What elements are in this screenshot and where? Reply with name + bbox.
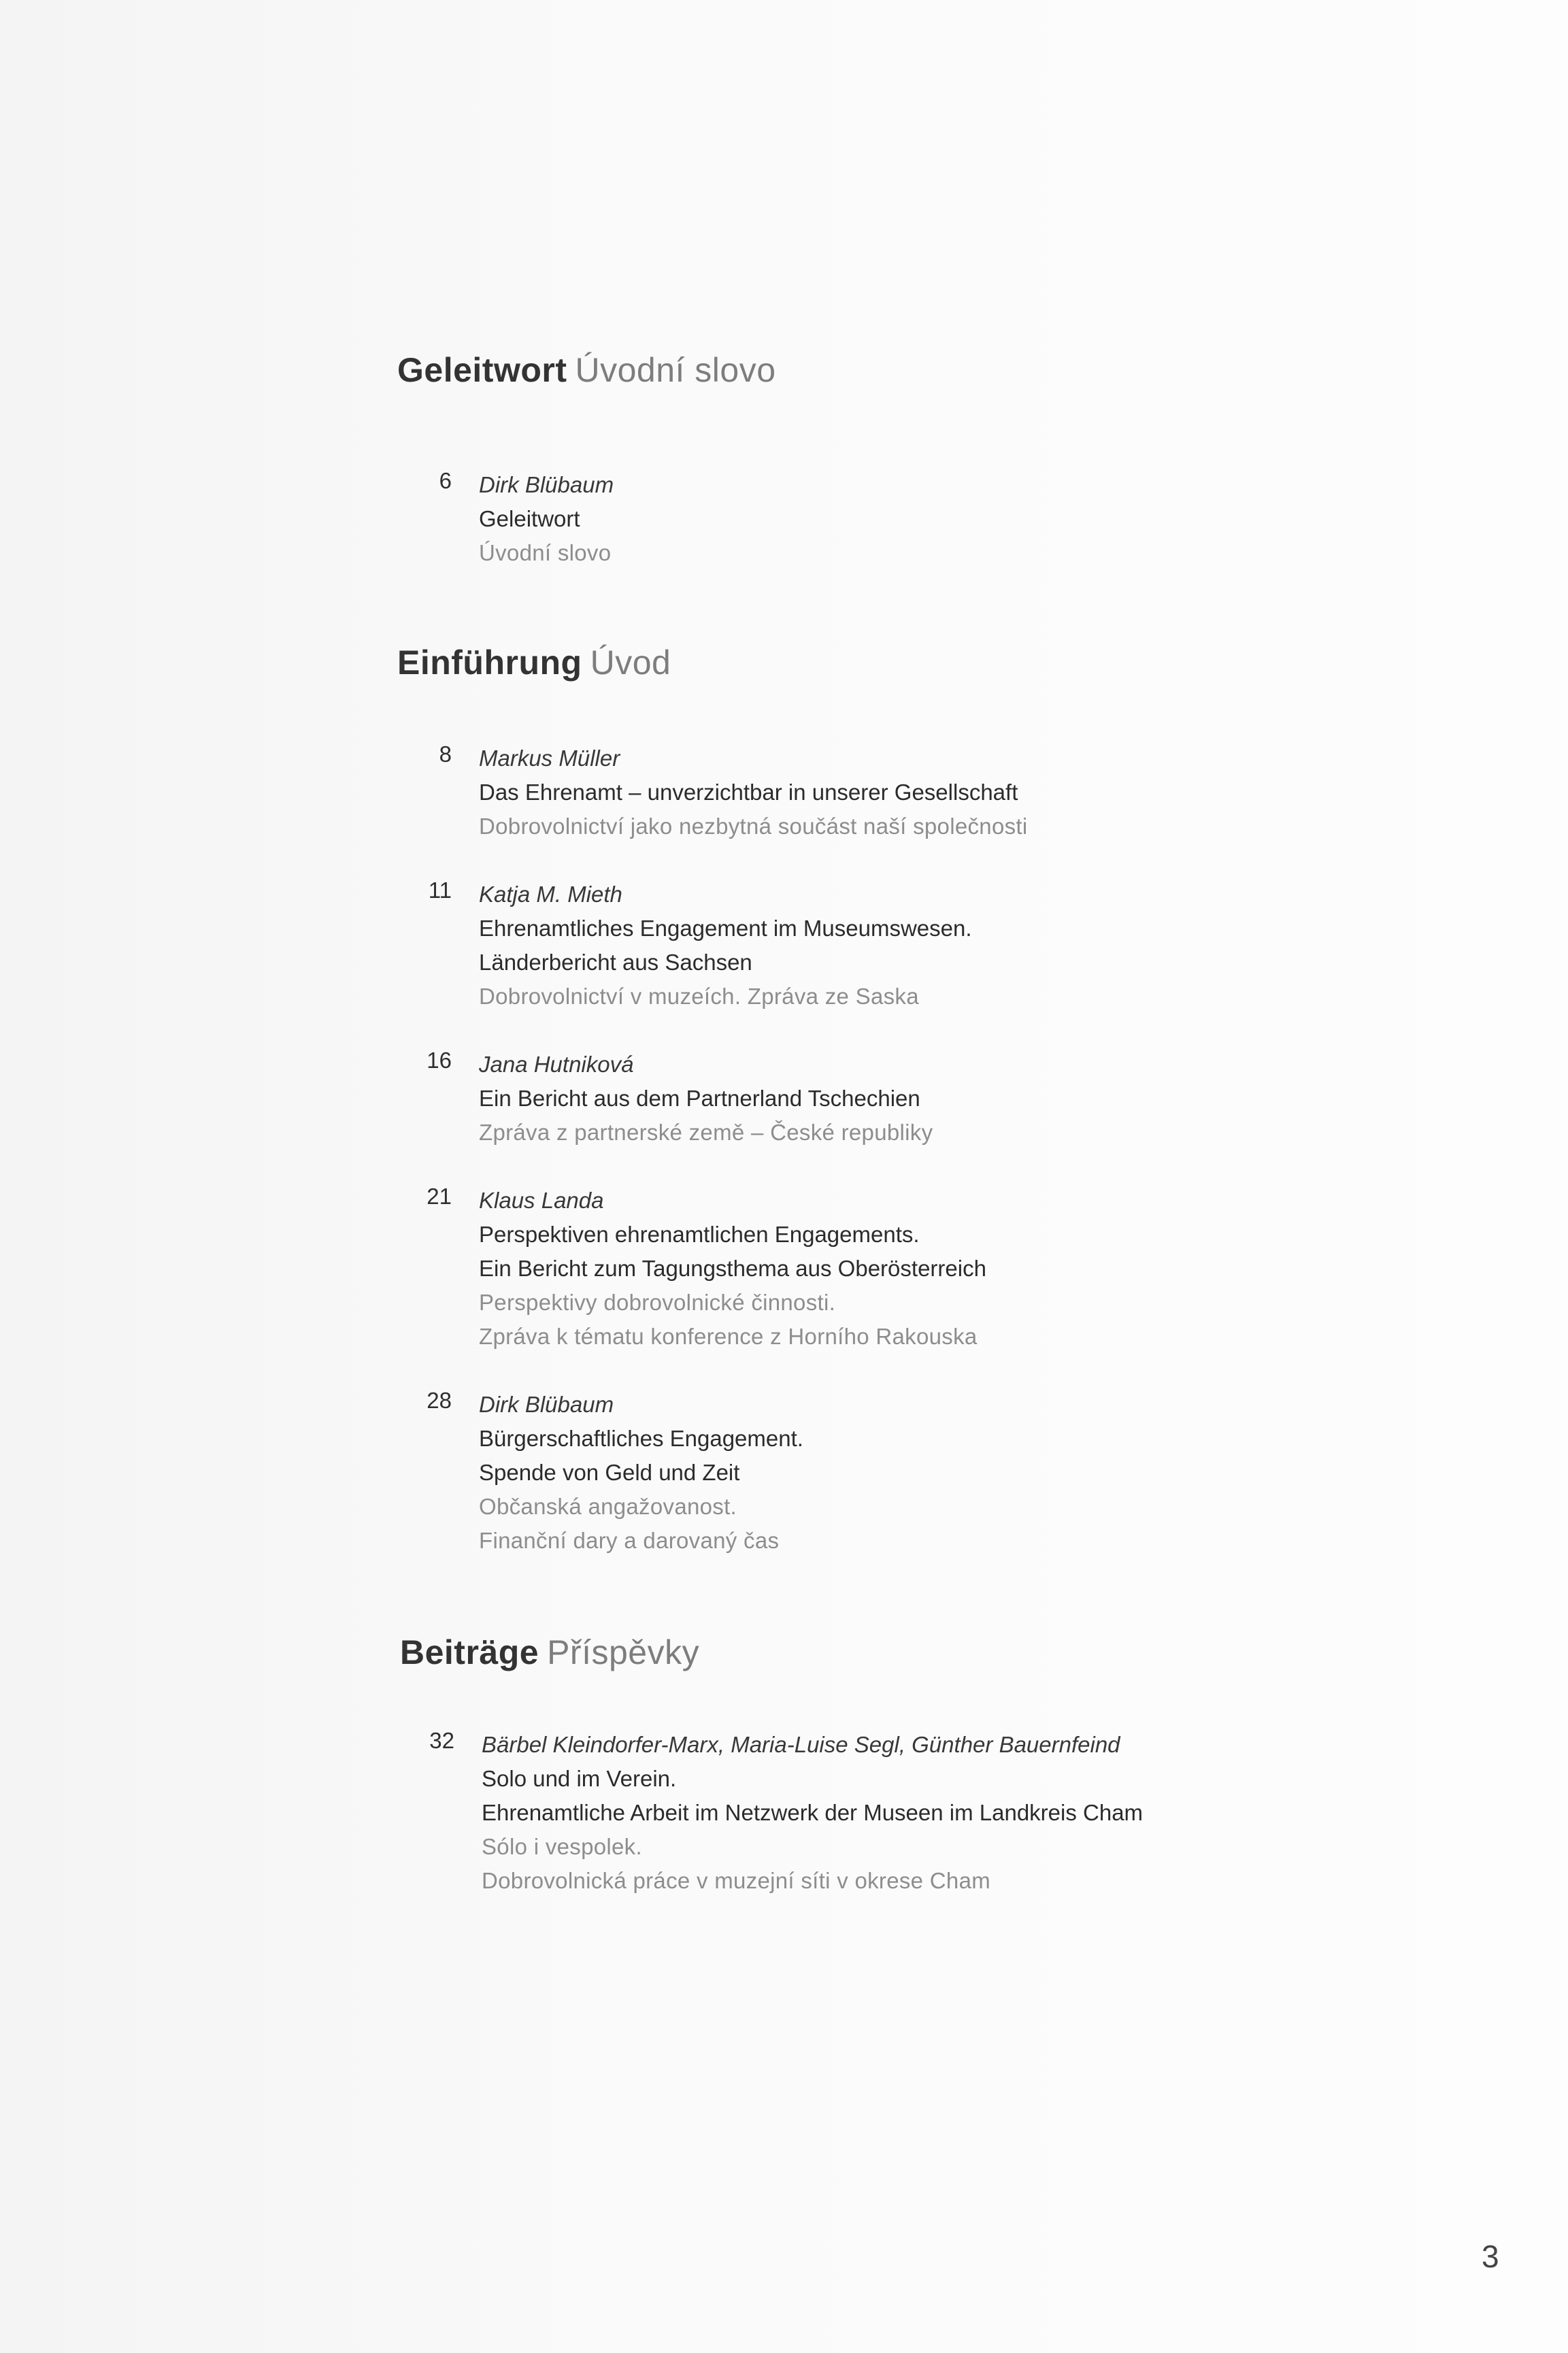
- section-title-cz: Úvodní slovo: [575, 351, 776, 389]
- toc-title-cz: Zpráva k tématu konference z Horního Rakouska: [479, 1324, 978, 1349]
- toc-title-de: Ein Bericht aus dem Partnerland Tschechien: [479, 1086, 920, 1111]
- toc-page-number: 21: [427, 1184, 452, 1209]
- toc-page-number: 32: [429, 1728, 454, 1753]
- section-title-de: Beiträge: [400, 1633, 539, 1671]
- section-title-geleitwort: [397, 350, 776, 390]
- section-title-einfuehrung: [397, 643, 671, 682]
- toc-title-de: Bürgerschaftliches Engagement.: [479, 1426, 803, 1451]
- toc-author: Jana Hutniková: [479, 1052, 634, 1077]
- toc-title-de: Ehrenamtliche Arbeit im Netzwerk der Museen im Landkreis Cham: [482, 1800, 1144, 1825]
- section-title-cz: Úvod: [590, 644, 671, 682]
- toc-title-de: Das Ehrenamt – unverzichtbar in unserer Gesellschaft: [479, 780, 1018, 805]
- toc-title-de: Solo und im Verein.: [482, 1766, 677, 1791]
- toc-title-de: Länderbericht aus Sachsen: [479, 950, 752, 975]
- toc-title-cz: Perspektivy dobrovolnické činnosti.: [479, 1290, 836, 1315]
- toc-title-de: Ehrenamtliches Engagement im Museumswesen.: [479, 916, 972, 941]
- section-title-cz: Příspěvky: [547, 1633, 700, 1671]
- toc-page-number: 11: [428, 878, 452, 903]
- section-title-de: Geleitwort: [397, 351, 567, 389]
- toc-title-cz: Dobrovolnictví v muzeích. Zpráva ze Saska: [479, 984, 919, 1009]
- toc-author: Klaus Landa: [479, 1188, 604, 1213]
- toc-author: Dirk Blübaum: [479, 1392, 614, 1417]
- section-title-de: Einführung: [397, 644, 582, 682]
- section-title-beitraege: [400, 1633, 699, 1672]
- toc-author: Dirk Blübaum: [479, 472, 614, 497]
- toc-title-de: Geleitwort: [479, 506, 580, 531]
- toc-page-number: 28: [427, 1388, 452, 1413]
- toc-title-cz: Sólo i vespolek.: [482, 1834, 642, 1859]
- toc-title-cz: Zpráva z partnerské země – České republiky: [479, 1120, 933, 1145]
- toc-title-de: Perspektiven ehrenamtlichen Engagements.: [479, 1222, 920, 1247]
- toc-author: Katja M. Mieth: [479, 882, 622, 907]
- toc-title-cz: Dobrovolnická práce v muzejní síti v okrese Cham: [482, 1868, 991, 1893]
- toc-page-number: 8: [439, 741, 452, 767]
- page-number: 3: [1482, 2239, 1499, 2274]
- toc-author: Markus Müller: [479, 746, 620, 771]
- toc-author: Bärbel Kleindorfer-Marx, Maria-Luise Segl, Günther Bauernfeind: [482, 1732, 1120, 1757]
- toc-page-number: 16: [427, 1048, 452, 1073]
- toc-page-number: 6: [439, 468, 452, 493]
- toc-title-de: Ein Bericht zum Tagungsthema aus Oberösterreich: [479, 1256, 986, 1281]
- toc-title-cz: Dobrovolnictví jako nezbytná součást naší společnosti: [479, 814, 1028, 839]
- toc-title-de: Spende von Geld und Zeit: [479, 1460, 740, 1485]
- toc-title-cz: Občanská angažovanost.: [479, 1494, 737, 1519]
- toc-title-cz: Finanční dary a darovaný čas: [479, 1528, 780, 1553]
- toc-title-cz: Úvodní slovo: [479, 540, 612, 565]
